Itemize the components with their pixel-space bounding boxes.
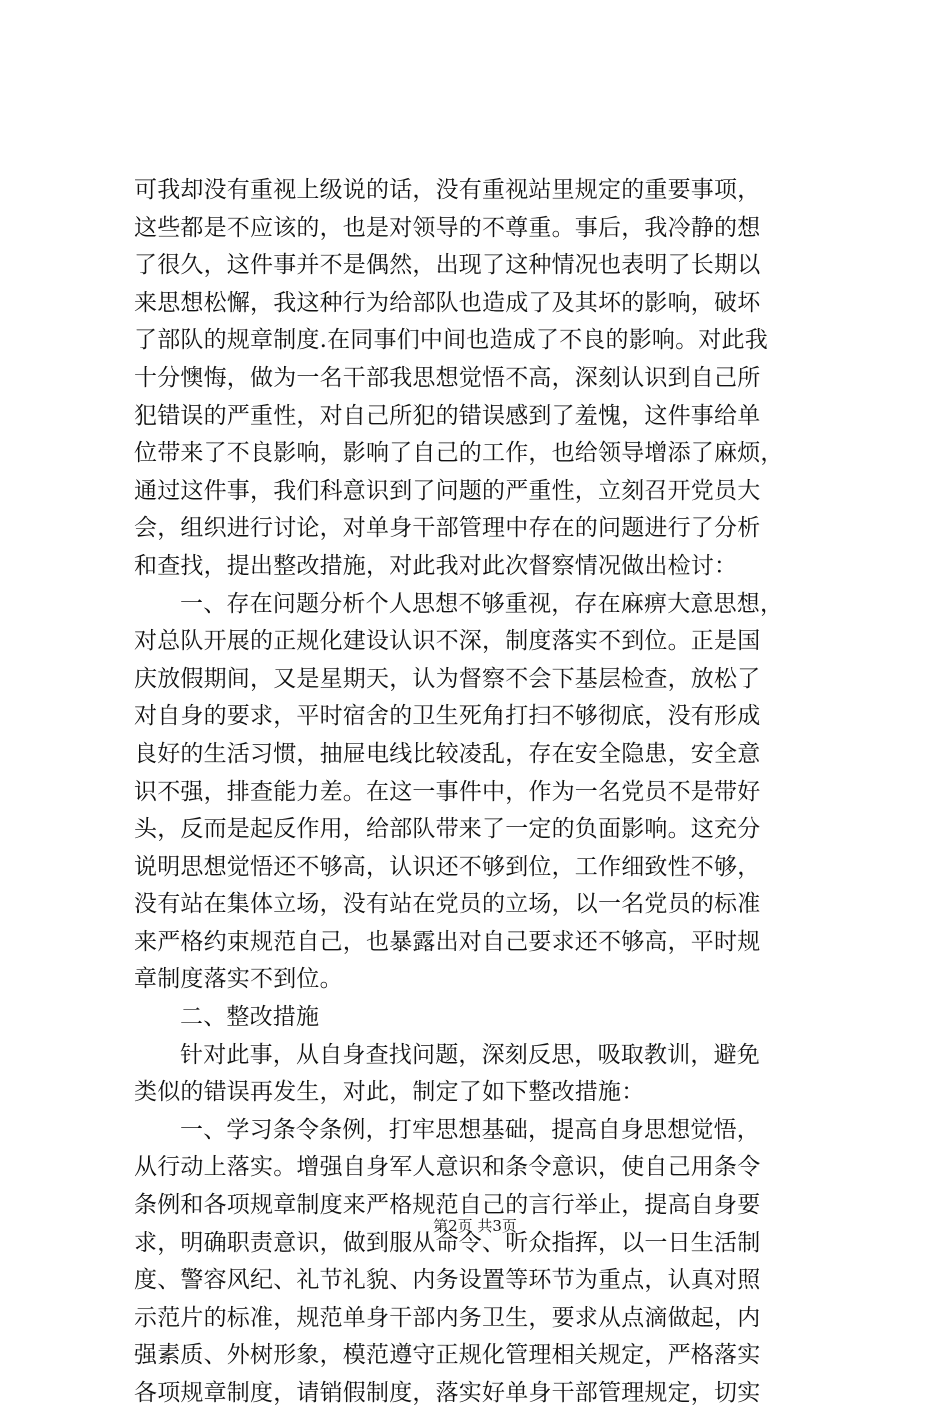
text-line: 可我却没有重视上级说的话，没有重视站里规定的重要事项， (134, 177, 761, 203)
text-line: 了很久，这件事并不是偶然，出现了这种情况也表明了长期以 (134, 252, 761, 279)
text-line: 庆放假期间，又是星期天，认为督察不会下基层检查，放松了 (134, 665, 761, 692)
text-line: 犯错误的严重性，对自己所犯的错误感到了羞愧，这件事给单 (134, 402, 761, 429)
section-paragraph-start: 一、学习条令条例，打牢思想基础，提高自身思想觉悟， (180, 1116, 760, 1143)
text-line: 求，明确职责意识，做到服从命令、听众指挥，以一日生活制 (134, 1229, 761, 1256)
text-line: 来严格约束规范自己，也暴露出对自己要求还不够高，平时规 (134, 928, 761, 955)
text-line: 这些都是不应该的，也是对领导的不尊重。事后，我冷静的想 (134, 214, 761, 241)
text-line: 和查找，提出整改措施，对此我对此次督察情况做出检讨： (134, 552, 738, 579)
text-line: 十分懊悔，做为一名干部我思想觉悟不高，深刻认识到自己所 (134, 364, 761, 391)
text-line: 章制度落实不到位。 (134, 966, 343, 993)
text-line: 通过这件事，我们科意识到了问题的严重性，立刻召开党员大 (134, 477, 761, 504)
text-line: 示范片的标准，规范单身干部内务卫生，要求从点滴做起，内 (134, 1304, 761, 1331)
text-line: 良好的生活习惯，抽屉电线比较凌乱，存在安全隐患，安全意 (134, 740, 761, 767)
text-line: 头，反而是起反作用，给部队带来了一定的负面影响。这充分 (134, 816, 761, 843)
text-line: 会，组织进行讨论，对单身干部管理中存在的问题进行了分析 (134, 515, 761, 542)
text-line: 强素质、外树形象，模范遵守正规化管理相关规定，严格落实 (134, 1342, 761, 1369)
text-line: 说明思想觉悟还不够高，认识还不够到位，工作细致性不够， (134, 853, 761, 880)
text-line: 条例和各项规章制度来严格规范自己的言行举止，提高自身要 (134, 1192, 761, 1219)
text-line: 对自身的要求，平时宿舍的卫生死角打扫不够彻底，没有形成 (134, 703, 761, 730)
text-line: 各项规章制度，请销假制度，落实好单身干部管理规定，切实 (134, 1380, 761, 1406)
text-line: 对总队开展的正规化建设认识不深，制度落实不到位。正是国 (134, 628, 761, 655)
section-paragraph-start: 针对此事，从自身查找问题，深刻反思，吸取教训，避免 (180, 1041, 760, 1068)
page-number-footer: 第2页 共3页 (433, 1217, 517, 1235)
text-line: 识不强，排查能力差。在这一事件中，作为一名党员不是带好 (134, 778, 761, 805)
section-paragraph-start: 一、存在问题分析个人思想不够重视，存在麻痹大意思想， (180, 590, 784, 617)
text-line: 类似的错误再发生，对此，制定了如下整改措施： (134, 1079, 645, 1106)
text-line: 从行动上落实。增强自身军人意识和条令意识，使自己用条令 (134, 1154, 761, 1181)
text-line: 度、警容风纪、礼节礼貌、内务设置等环节为重点，认真对照 (134, 1267, 761, 1294)
text-line: 没有站在集体立场，没有站在党员的立场，以一名党员的标准 (134, 891, 761, 918)
text-line: 了部队的规章制度.在同事们中间也造成了不良的影响。对此我 (134, 327, 768, 354)
section-heading: 二、整改措施 (180, 1004, 320, 1031)
text-line: 来思想松懈，我这种行为给部队也造成了及其坏的影响，破坏 (134, 289, 761, 316)
text-line: 位带来了不良影响，影响了自己的工作，也给领导增添了麻烦， (134, 440, 784, 467)
